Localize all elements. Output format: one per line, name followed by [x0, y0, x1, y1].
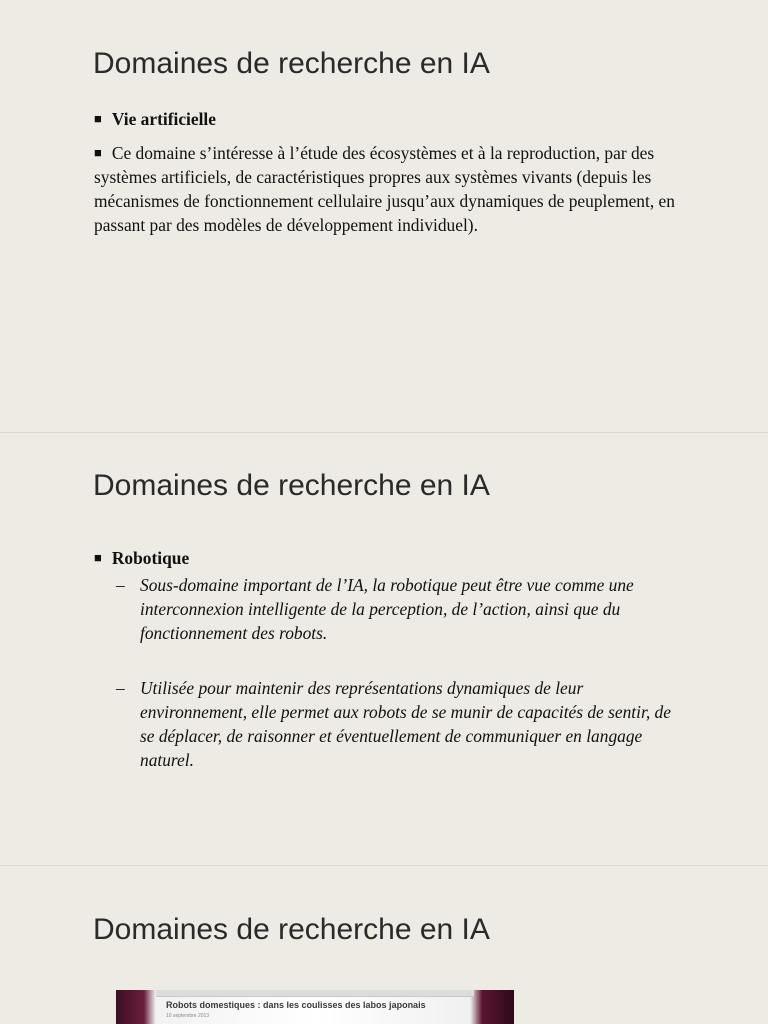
bullet-paragraph	[94, 141, 694, 237]
slide-title: Domaines de recherche en IA	[93, 469, 490, 502]
square-bullet-icon: ■	[94, 145, 102, 160]
bullet-heading	[94, 546, 189, 570]
bullet-heading	[94, 107, 216, 131]
slide-3	[0, 866, 768, 1024]
square-bullet-icon: ■	[94, 550, 102, 565]
square-bullet-icon: ■	[94, 111, 102, 126]
sub-bullet	[116, 573, 676, 645]
paragraph-text: Ce domaine s’intéresse à l’étude des écosystèmes et à la reproduction, par des systèmes artificiels, de caractéristiques propres aux systèmes vivants (depuis les mécanismes de fonctionnement cellulaire jusqu’aux dynamiques de peuplement, en passant par des modèles de développement individuel).	[94, 143, 675, 235]
slide-title: Domaines de recherche en IA	[93, 47, 490, 80]
heading-text: Robotique	[111, 548, 190, 568]
heading-text: Vie artificielle	[111, 109, 216, 129]
slide-2	[0, 433, 768, 865]
sub-bullet	[116, 676, 676, 772]
thumbnail-headline: Robots domestiques : dans les coulisses des labos japonais	[166, 1000, 426, 1010]
thumbnail-date: 10 septembre 2013	[166, 1013, 210, 1019]
slide-1	[0, 0, 768, 432]
slide-title: Domaines de recherche en IA	[93, 913, 490, 946]
dash-bullet-icon: –	[116, 678, 125, 698]
sub-bullet-text: Utilisée pour maintenir des représentations dynamiques de leur environnement, elle permet aux robots de se munir de capacités de sentir, de se déplacer, de raisonner et éventuellement de communiquer en langage naturel.	[140, 678, 671, 770]
article-thumbnail	[116, 990, 514, 1024]
sub-bullet-text: Sous-domaine important de l’IA, la robotique peut être vue comme une interconnexion intelligente de la perception, de l’action, ainsi que du fonctionnement des robots.	[140, 575, 634, 643]
thumbnail-browser-bar	[156, 990, 474, 997]
dash-bullet-icon: –	[116, 575, 125, 595]
